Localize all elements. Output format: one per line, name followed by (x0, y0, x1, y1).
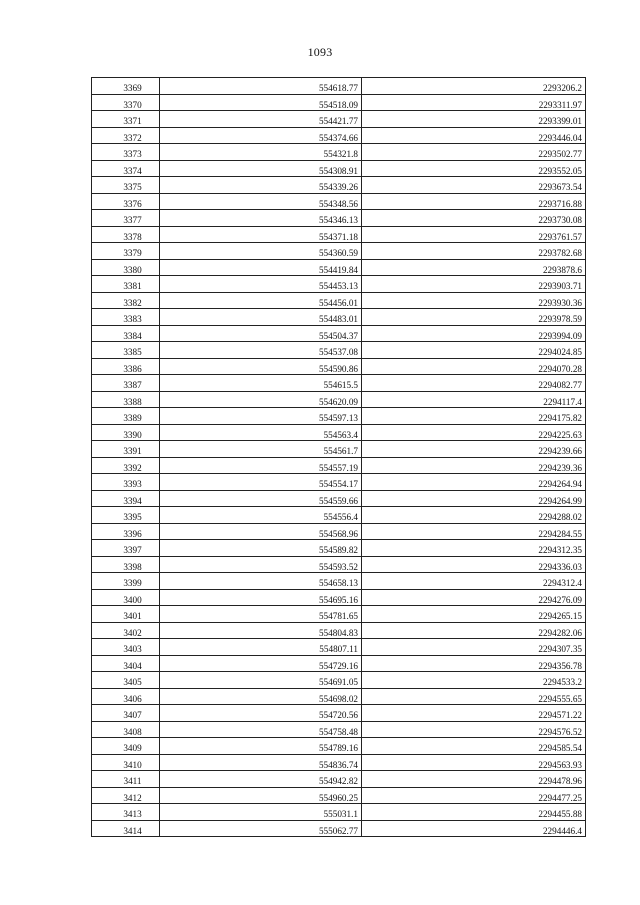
x-coordinate-cell: 554658.13 (160, 573, 362, 590)
table-row (92, 243, 586, 260)
table-row (92, 177, 586, 194)
point-number-cell: 3406 (92, 688, 160, 705)
x-coordinate-cell: 554453.13 (160, 276, 362, 293)
y-coordinate-cell: 2293206.2 (362, 78, 586, 95)
point-number-cell: 3394 (92, 490, 160, 507)
x-coordinate-cell: 555062.77 (160, 820, 362, 837)
y-coordinate-cell: 2294307.35 (362, 639, 586, 656)
x-coordinate-cell: 554557.19 (160, 457, 362, 474)
y-coordinate-cell: 2294282.06 (362, 622, 586, 639)
x-coordinate-cell: 554618.77 (160, 78, 362, 95)
x-coordinate-cell: 554483.01 (160, 309, 362, 326)
point-number-cell: 3412 (92, 787, 160, 804)
x-coordinate-cell: 554593.52 (160, 556, 362, 573)
point-number-cell: 3402 (92, 622, 160, 639)
y-coordinate-cell: 2294265.15 (362, 606, 586, 623)
x-coordinate-cell: 554554.17 (160, 474, 362, 491)
y-coordinate-cell: 2294284.55 (362, 523, 586, 540)
x-coordinate-cell: 554620.09 (160, 391, 362, 408)
x-coordinate-cell: 554942.82 (160, 771, 362, 788)
x-coordinate-cell: 554590.86 (160, 358, 362, 375)
point-number-cell: 3375 (92, 177, 160, 194)
point-number-cell: 3379 (92, 243, 160, 260)
table-row (92, 606, 586, 623)
y-coordinate-cell: 2294478.96 (362, 771, 586, 788)
table-row (92, 424, 586, 441)
point-number-cell: 3386 (92, 358, 160, 375)
table-row (92, 573, 586, 590)
table-row (92, 771, 586, 788)
y-coordinate-cell: 2294225.63 (362, 424, 586, 441)
x-coordinate-cell: 554695.16 (160, 589, 362, 606)
table-row (92, 820, 586, 837)
x-coordinate-cell: 554321.8 (160, 144, 362, 161)
x-coordinate-cell: 554781.65 (160, 606, 362, 623)
y-coordinate-cell: 2294533.2 (362, 672, 586, 689)
point-number-cell: 3391 (92, 441, 160, 458)
table-row (92, 342, 586, 359)
y-coordinate-cell: 2294264.99 (362, 490, 586, 507)
x-coordinate-cell: 554374.66 (160, 127, 362, 144)
point-number-cell: 3385 (92, 342, 160, 359)
table-row (92, 523, 586, 540)
point-number-cell: 3370 (92, 94, 160, 111)
point-number-cell: 3413 (92, 804, 160, 821)
table-row (92, 556, 586, 573)
x-coordinate-cell: 554559.66 (160, 490, 362, 507)
y-coordinate-cell: 2294264.94 (362, 474, 586, 491)
table-row (92, 94, 586, 111)
table-row (92, 111, 586, 128)
table-row (92, 721, 586, 738)
y-coordinate-cell: 2293978.59 (362, 309, 586, 326)
table-row (92, 144, 586, 161)
table-row (92, 787, 586, 804)
y-coordinate-cell: 2294446.4 (362, 820, 586, 837)
x-coordinate-cell: 554346.13 (160, 210, 362, 227)
table-row (92, 655, 586, 672)
point-number-cell: 3395 (92, 507, 160, 524)
point-number-cell: 3408 (92, 721, 160, 738)
x-coordinate-cell: 554698.02 (160, 688, 362, 705)
point-number-cell: 3384 (92, 325, 160, 342)
point-number-cell: 3374 (92, 160, 160, 177)
x-coordinate-cell: 554360.59 (160, 243, 362, 260)
point-number-cell: 3398 (92, 556, 160, 573)
x-coordinate-cell: 554836.74 (160, 754, 362, 771)
point-number-cell: 3382 (92, 292, 160, 309)
x-coordinate-cell: 554537.08 (160, 342, 362, 359)
x-coordinate-cell: 554339.26 (160, 177, 362, 194)
table-row (92, 457, 586, 474)
y-coordinate-cell: 2294070.28 (362, 358, 586, 375)
x-coordinate-cell: 554563.4 (160, 424, 362, 441)
point-number-cell: 3392 (92, 457, 160, 474)
x-coordinate-cell: 554568.96 (160, 523, 362, 540)
y-coordinate-cell: 2293716.88 (362, 193, 586, 210)
coordinates-table-body (92, 78, 586, 837)
table-row (92, 507, 586, 524)
table-row (92, 754, 586, 771)
point-number-cell: 3377 (92, 210, 160, 227)
table-row (92, 375, 586, 392)
point-number-cell: 3409 (92, 738, 160, 755)
x-coordinate-cell: 554456.01 (160, 292, 362, 309)
y-coordinate-cell: 2293761.57 (362, 226, 586, 243)
x-coordinate-cell: 554556.4 (160, 507, 362, 524)
point-number-cell: 3397 (92, 540, 160, 557)
point-number-cell: 3403 (92, 639, 160, 656)
x-coordinate-cell: 554691.05 (160, 672, 362, 689)
table-row (92, 738, 586, 755)
point-number-cell: 3396 (92, 523, 160, 540)
x-coordinate-cell: 554518.09 (160, 94, 362, 111)
y-coordinate-cell: 2294239.66 (362, 441, 586, 458)
y-coordinate-cell: 2293994.09 (362, 325, 586, 342)
y-coordinate-cell: 2293903.71 (362, 276, 586, 293)
table-row (92, 226, 586, 243)
table-row (92, 193, 586, 210)
table-row (92, 688, 586, 705)
point-number-cell: 3380 (92, 259, 160, 276)
table-row (92, 672, 586, 689)
y-coordinate-cell: 2293446.04 (362, 127, 586, 144)
y-coordinate-cell: 2293311.97 (362, 94, 586, 111)
point-number-cell: 3383 (92, 309, 160, 326)
x-coordinate-cell: 554615.5 (160, 375, 362, 392)
point-number-cell: 3410 (92, 754, 160, 771)
table-row (92, 441, 586, 458)
point-number-cell: 3373 (92, 144, 160, 161)
x-coordinate-cell: 554561.7 (160, 441, 362, 458)
table-row (92, 259, 586, 276)
table-row (92, 309, 586, 326)
y-coordinate-cell: 2293399.01 (362, 111, 586, 128)
table-row (92, 639, 586, 656)
table-row (92, 622, 586, 639)
table-row (92, 705, 586, 722)
coordinates-table (91, 77, 586, 837)
point-number-cell: 3381 (92, 276, 160, 293)
y-coordinate-cell: 2293782.68 (362, 243, 586, 260)
y-coordinate-cell: 2293502.77 (362, 144, 586, 161)
x-coordinate-cell: 554807.11 (160, 639, 362, 656)
y-coordinate-cell: 2294477.25 (362, 787, 586, 804)
x-coordinate-cell: 554504.37 (160, 325, 362, 342)
point-number-cell: 3388 (92, 391, 160, 408)
point-number-cell: 3411 (92, 771, 160, 788)
table-row (92, 325, 586, 342)
y-coordinate-cell: 2294336.03 (362, 556, 586, 573)
point-number-cell: 3372 (92, 127, 160, 144)
x-coordinate-cell: 554758.48 (160, 721, 362, 738)
y-coordinate-cell: 2294563.93 (362, 754, 586, 771)
x-coordinate-cell: 554960.25 (160, 787, 362, 804)
x-coordinate-cell: 554421.77 (160, 111, 362, 128)
point-number-cell: 3371 (92, 111, 160, 128)
table-row (92, 490, 586, 507)
y-coordinate-cell: 2294276.09 (362, 589, 586, 606)
point-number-cell: 3401 (92, 606, 160, 623)
x-coordinate-cell: 554308.91 (160, 160, 362, 177)
point-number-cell: 3389 (92, 408, 160, 425)
y-coordinate-cell: 2294024.85 (362, 342, 586, 359)
table-row (92, 358, 586, 375)
x-coordinate-cell: 555031.1 (160, 804, 362, 821)
table-row (92, 160, 586, 177)
y-coordinate-cell: 2294288.02 (362, 507, 586, 524)
point-number-cell: 3414 (92, 820, 160, 837)
y-coordinate-cell: 2294585.54 (362, 738, 586, 755)
y-coordinate-cell: 2294356.78 (362, 655, 586, 672)
table-row (92, 408, 586, 425)
point-number-cell: 3369 (92, 78, 160, 95)
y-coordinate-cell: 2294571.22 (362, 705, 586, 722)
y-coordinate-cell: 2294117.4 (362, 391, 586, 408)
y-coordinate-cell: 2294239.36 (362, 457, 586, 474)
x-coordinate-cell: 554589.82 (160, 540, 362, 557)
table-row (92, 210, 586, 227)
y-coordinate-cell: 2294555.65 (362, 688, 586, 705)
y-coordinate-cell: 2294312.35 (362, 540, 586, 557)
page-number: 1093 (307, 45, 333, 59)
table-row (92, 540, 586, 557)
y-coordinate-cell: 2293930.36 (362, 292, 586, 309)
y-coordinate-cell: 2294082.77 (362, 375, 586, 392)
point-number-cell: 3387 (92, 375, 160, 392)
x-coordinate-cell: 554729.16 (160, 655, 362, 672)
table-row (92, 78, 586, 95)
table-row (92, 391, 586, 408)
point-number-cell: 3404 (92, 655, 160, 672)
point-number-cell: 3407 (92, 705, 160, 722)
x-coordinate-cell: 554804.83 (160, 622, 362, 639)
y-coordinate-cell: 2293730.08 (362, 210, 586, 227)
y-coordinate-cell: 2294312.4 (362, 573, 586, 590)
x-coordinate-cell: 554789.16 (160, 738, 362, 755)
point-number-cell: 3399 (92, 573, 160, 590)
table-row (92, 474, 586, 491)
y-coordinate-cell: 2294576.52 (362, 721, 586, 738)
point-number-cell: 3378 (92, 226, 160, 243)
point-number-cell: 3405 (92, 672, 160, 689)
x-coordinate-cell: 554348.56 (160, 193, 362, 210)
point-number-cell: 3376 (92, 193, 160, 210)
x-coordinate-cell: 554419.84 (160, 259, 362, 276)
table-row (92, 589, 586, 606)
y-coordinate-cell: 2294175.82 (362, 408, 586, 425)
table-row (92, 276, 586, 293)
y-coordinate-cell: 2293552.05 (362, 160, 586, 177)
x-coordinate-cell: 554597.13 (160, 408, 362, 425)
table-row (92, 127, 586, 144)
y-coordinate-cell: 2293878.6 (362, 259, 586, 276)
x-coordinate-cell: 554720.56 (160, 705, 362, 722)
point-number-cell: 3393 (92, 474, 160, 491)
table-row (92, 292, 586, 309)
y-coordinate-cell: 2294455.88 (362, 804, 586, 821)
table-row (92, 804, 586, 821)
point-number-cell: 3400 (92, 589, 160, 606)
x-coordinate-cell: 554371.18 (160, 226, 362, 243)
y-coordinate-cell: 2293673.54 (362, 177, 586, 194)
point-number-cell: 3390 (92, 424, 160, 441)
